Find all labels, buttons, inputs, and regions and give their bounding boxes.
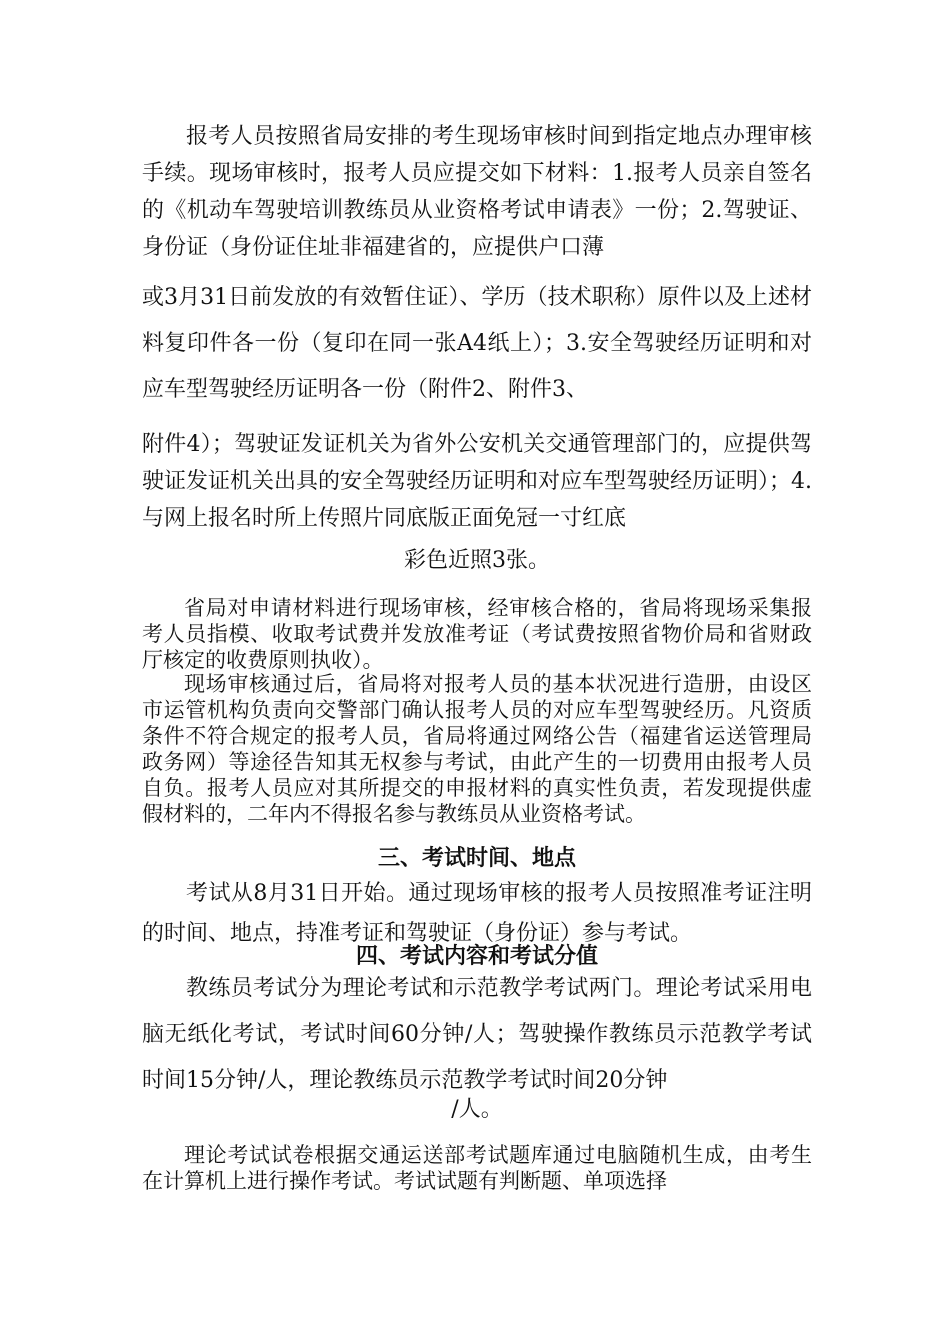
paragraph-materials: 报考人员按照省局安排的考生现场审核时间到指定地点办理审核手续。现场审核时，报考人员应提交如下材料：1.报考人员亲自签名的《机动车驾驶培训教练员从业资格考试申请表》一份；2.驾驶证、身份证（身份证住址非福建省的，应提供户口薄 bbox=[142, 124, 812, 260]
paragraph-exam-content: 教练员考试分为理论考试和示范教学考试两门。理论考试采用电脑无纸化考试，考试时间60分钟/人；驾驶操作教练员示范教学考试时间15分钟/人，理论教练员示范教学考试时间20分钟 bbox=[142, 976, 812, 1093]
paragraph-exam-time: 考试从8月31日开始。通过现场审核的报考人员按照准考证注明的时间、地点，持准考证和驾驶证（身份证）参与考试。 bbox=[142, 881, 812, 946]
paragraph-exam-content-end: /人。 bbox=[451, 1097, 503, 1122]
paragraph-review: 省局对申请材料进行现场审核，经审核合格的，省局将现场采集报考人员指模、收取考试费并发放准考证（考试费按照省物价局和省财政厅核定的收费原则执收）。 bbox=[142, 596, 812, 672]
section-heading-content-score: 四、考试内容和考试分值 bbox=[355, 944, 598, 969]
paragraph-registration: 现场审核通过后，省局将对报考人员的基本状况进行造册，由设区市运管机构负责向交警部门确认报考人员的对应车型驾驶经历。凡资质条件不符合规定的报考人员，省局将通过网络公告（福建省运送管理局政务网）等途径告知其无权参与考试，由此产生的一切费用由报考人员自负。报考人员应对其所提交的申报材料的真实性负责，若发现提供虚假材料的，二年内不得报名参与教练员从业资格考试。 bbox=[142, 672, 812, 826]
section-heading-time-place: 三、考试时间、地点 bbox=[377, 846, 576, 871]
paragraph-photos: 彩色近照3张。 bbox=[404, 548, 550, 573]
paragraph-materials-continued: 或3月31日前发放的有效暂住证）、学历（技术职称）原件以及上述材料复印件各一份（复印在同一张A4纸上）；3.安全驾驶经历证明和对应车型驾驶经历证明各一份（附件2、附件3、 bbox=[142, 285, 812, 402]
paragraph-theory-exam: 理论考试试卷根据交通运送部考试题库通过电脑随机生成，由考生在计算机上进行操作考试。考试试题有判断题、单项选择 bbox=[142, 1143, 812, 1193]
paragraph-materials-continued-2: 附件4）；驾驶证发证机关为省外公安机关交通管理部门的，应提供驾驶证发证机关出具的安全驾驶经历证明和对应车型驾驶经历证明）；4.与网上报名时所上传照片同底版正面免冠一寸红底 bbox=[142, 432, 812, 531]
